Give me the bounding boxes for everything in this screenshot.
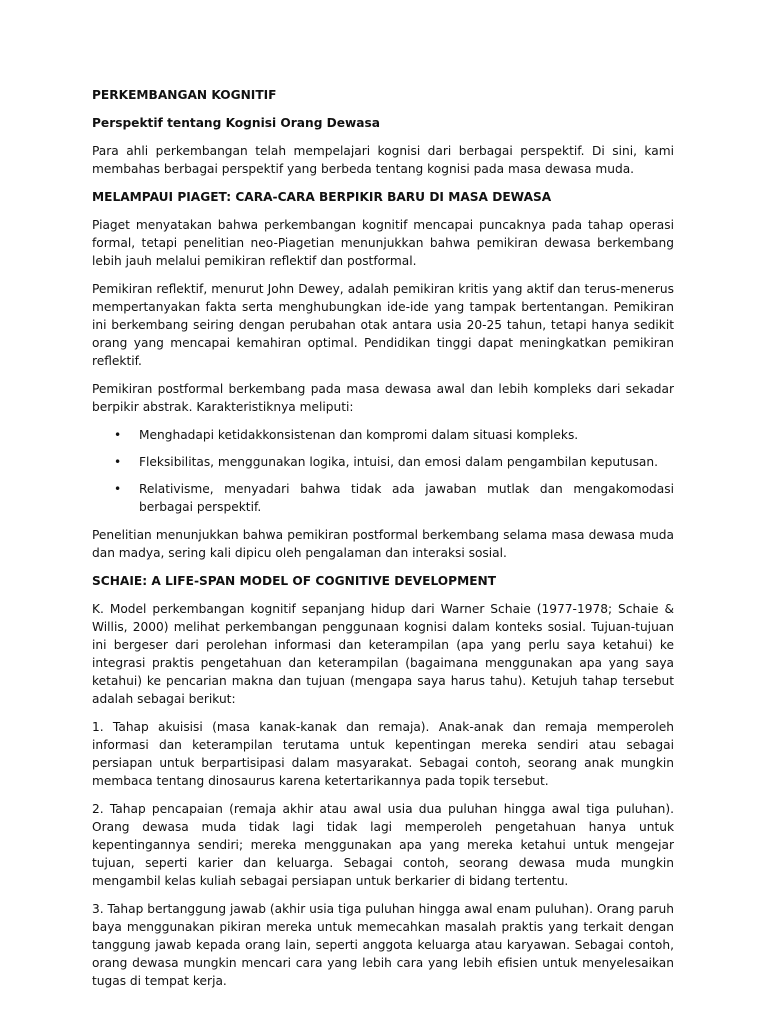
bullet-icon: • [114,482,122,496]
paragraph-schaie-1: K. Model perkembangan kognitif sepanjang hidup dari Warner Schaie (1977-1978; Schaie & Willis, 2000) melihat perkembangan penggunaan kognisi dalam konteks sosial. Tujuan-tujuan ini bergeser dari perolehan informasi dan keterampilan (apa yang perlu saya ketahui) ke integrasi praktis pengetahuan dan keterampilan (bagaimana menggunakan apa yang saya ketahui) ke pencarian makna dan tujuan (mengapa saya harus tahu). Ketujuh tahap tersebut adalah sebagai berikut: [92,602,674,706]
intro-paragraph: Para ahli perkembangan telah mempelajari kognisi dari berbagai perspektif. Di sini, kami membahas berbagai perspektif yang berbeda tentang kognisi pada masa dewasa muda. [92,144,674,176]
document-title: PERKEMBANGAN KOGNITIF [92,88,277,102]
paragraph-piaget-1: Piaget menyatakan bahwa perkembangan kognitif mencapai puncaknya pada tahap operasi formal, tetapi penelitian neo-Piagetian menunjukkan bahwa pemikiran dewasa berkembang lebih jauh melalui pemikiran reflektif dan postformal. [92,218,674,268]
bullet-icon: • [114,428,122,442]
section-heading-schaie: SCHAIE: A LIFE-SPAN MODEL OF COGNITIVE DEVELOPMENT [92,574,497,588]
document-page [92,86,674,1000]
list-item-text: Relativisme, menyadari bahwa tidak ada jawaban mutlak dan mengakomodasi berbagai perspektif. [139,482,674,514]
list-item-text: Menghadapi ketidakkonsistenan dan kompromi dalam situasi kompleks. [139,428,579,442]
document-subtitle: Perspektif tentang Kognisi Orang Dewasa [92,116,381,130]
list-item [92,426,674,444]
paragraph-stage-2: 2. Tahap pencapaian (remaja akhir atau awal usia dua puluhan hingga awal tiga puluhan). Orang dewasa muda tidak lagi tidak lagi memperoleh pengetahuan hanya untuk kepentingannya sendiri; mereka menggunakan apa yang mereka ketahui untuk mengejar tujuan, seperti karier dan keluarga. Sebagai contoh, seorang dewasa muda mungkin mengambil kelas kuliah sebagai persiapan untuk berkarier di bidang tertentu. [92,802,674,888]
paragraph-piaget-2: Pemikiran reflektif, menurut John Dewey, adalah pemikiran kritis yang aktif dan terus-menerus mempertanyakan fakta serta menghubungkan ide-ide yang tampak bertentangan. Pemikiran ini berkembang seiring dengan perubahan otak antara usia 20-25 tahun, tetapi hanya sedikit orang yang mencapai kemahiran optimal. Pendidikan tinggi dapat meningkatkan pemikiran reflektif. [92,282,674,368]
list-item [92,480,674,516]
paragraph-stage-3: 3. Tahap bertanggung jawab (akhir usia tiga puluhan hingga awal enam puluhan). Orang paruh baya menggunakan pikiran mereka untuk memecahkan masalah praktis yang terkait dengan tanggung jawab kepada orang lain, seperti anggota keluarga atau karyawan. Sebagai contoh, orang dewasa mungkin mencari cara yang lebih cara yang lebih efisien untuk menyelesaikan tugas di tempat kerja. [92,902,674,988]
paragraph-piaget-4: Penelitian menunjukkan bahwa pemikiran postformal berkembang selama masa dewasa muda dan madya, sering kali dipicu oleh pengalaman dan interaksi sosial. [92,528,674,560]
characteristics-list [92,426,674,516]
section-heading-piaget: MELAMPAUI PIAGET: CARA-CARA BERPIKIR BARU DI MASA DEWASA [92,190,552,204]
paragraph-stage-1: 1. Tahap akuisisi (masa kanak-kanak dan remaja). Anak-anak dan remaja memperoleh informasi dan keterampilan terutama untuk kepentingan mereka sendiri atau sebagai persiapan untuk berpartisipasi dalam masyarakat. Sebagai contoh, seorang anak mungkin membaca tentang dinosaurus karena ketertarikannya pada topik tersebut. [92,720,674,788]
list-item [92,453,674,471]
paragraph-piaget-3: Pemikiran postformal berkembang pada masa dewasa awal dan lebih kompleks dari sekadar berpikir abstrak. Karakteristiknya meliputi: [92,382,674,414]
list-item-text: Fleksibilitas, menggunakan logika, intuisi, dan emosi dalam pengambilan keputusan. [139,455,658,469]
bullet-icon: • [114,455,122,469]
